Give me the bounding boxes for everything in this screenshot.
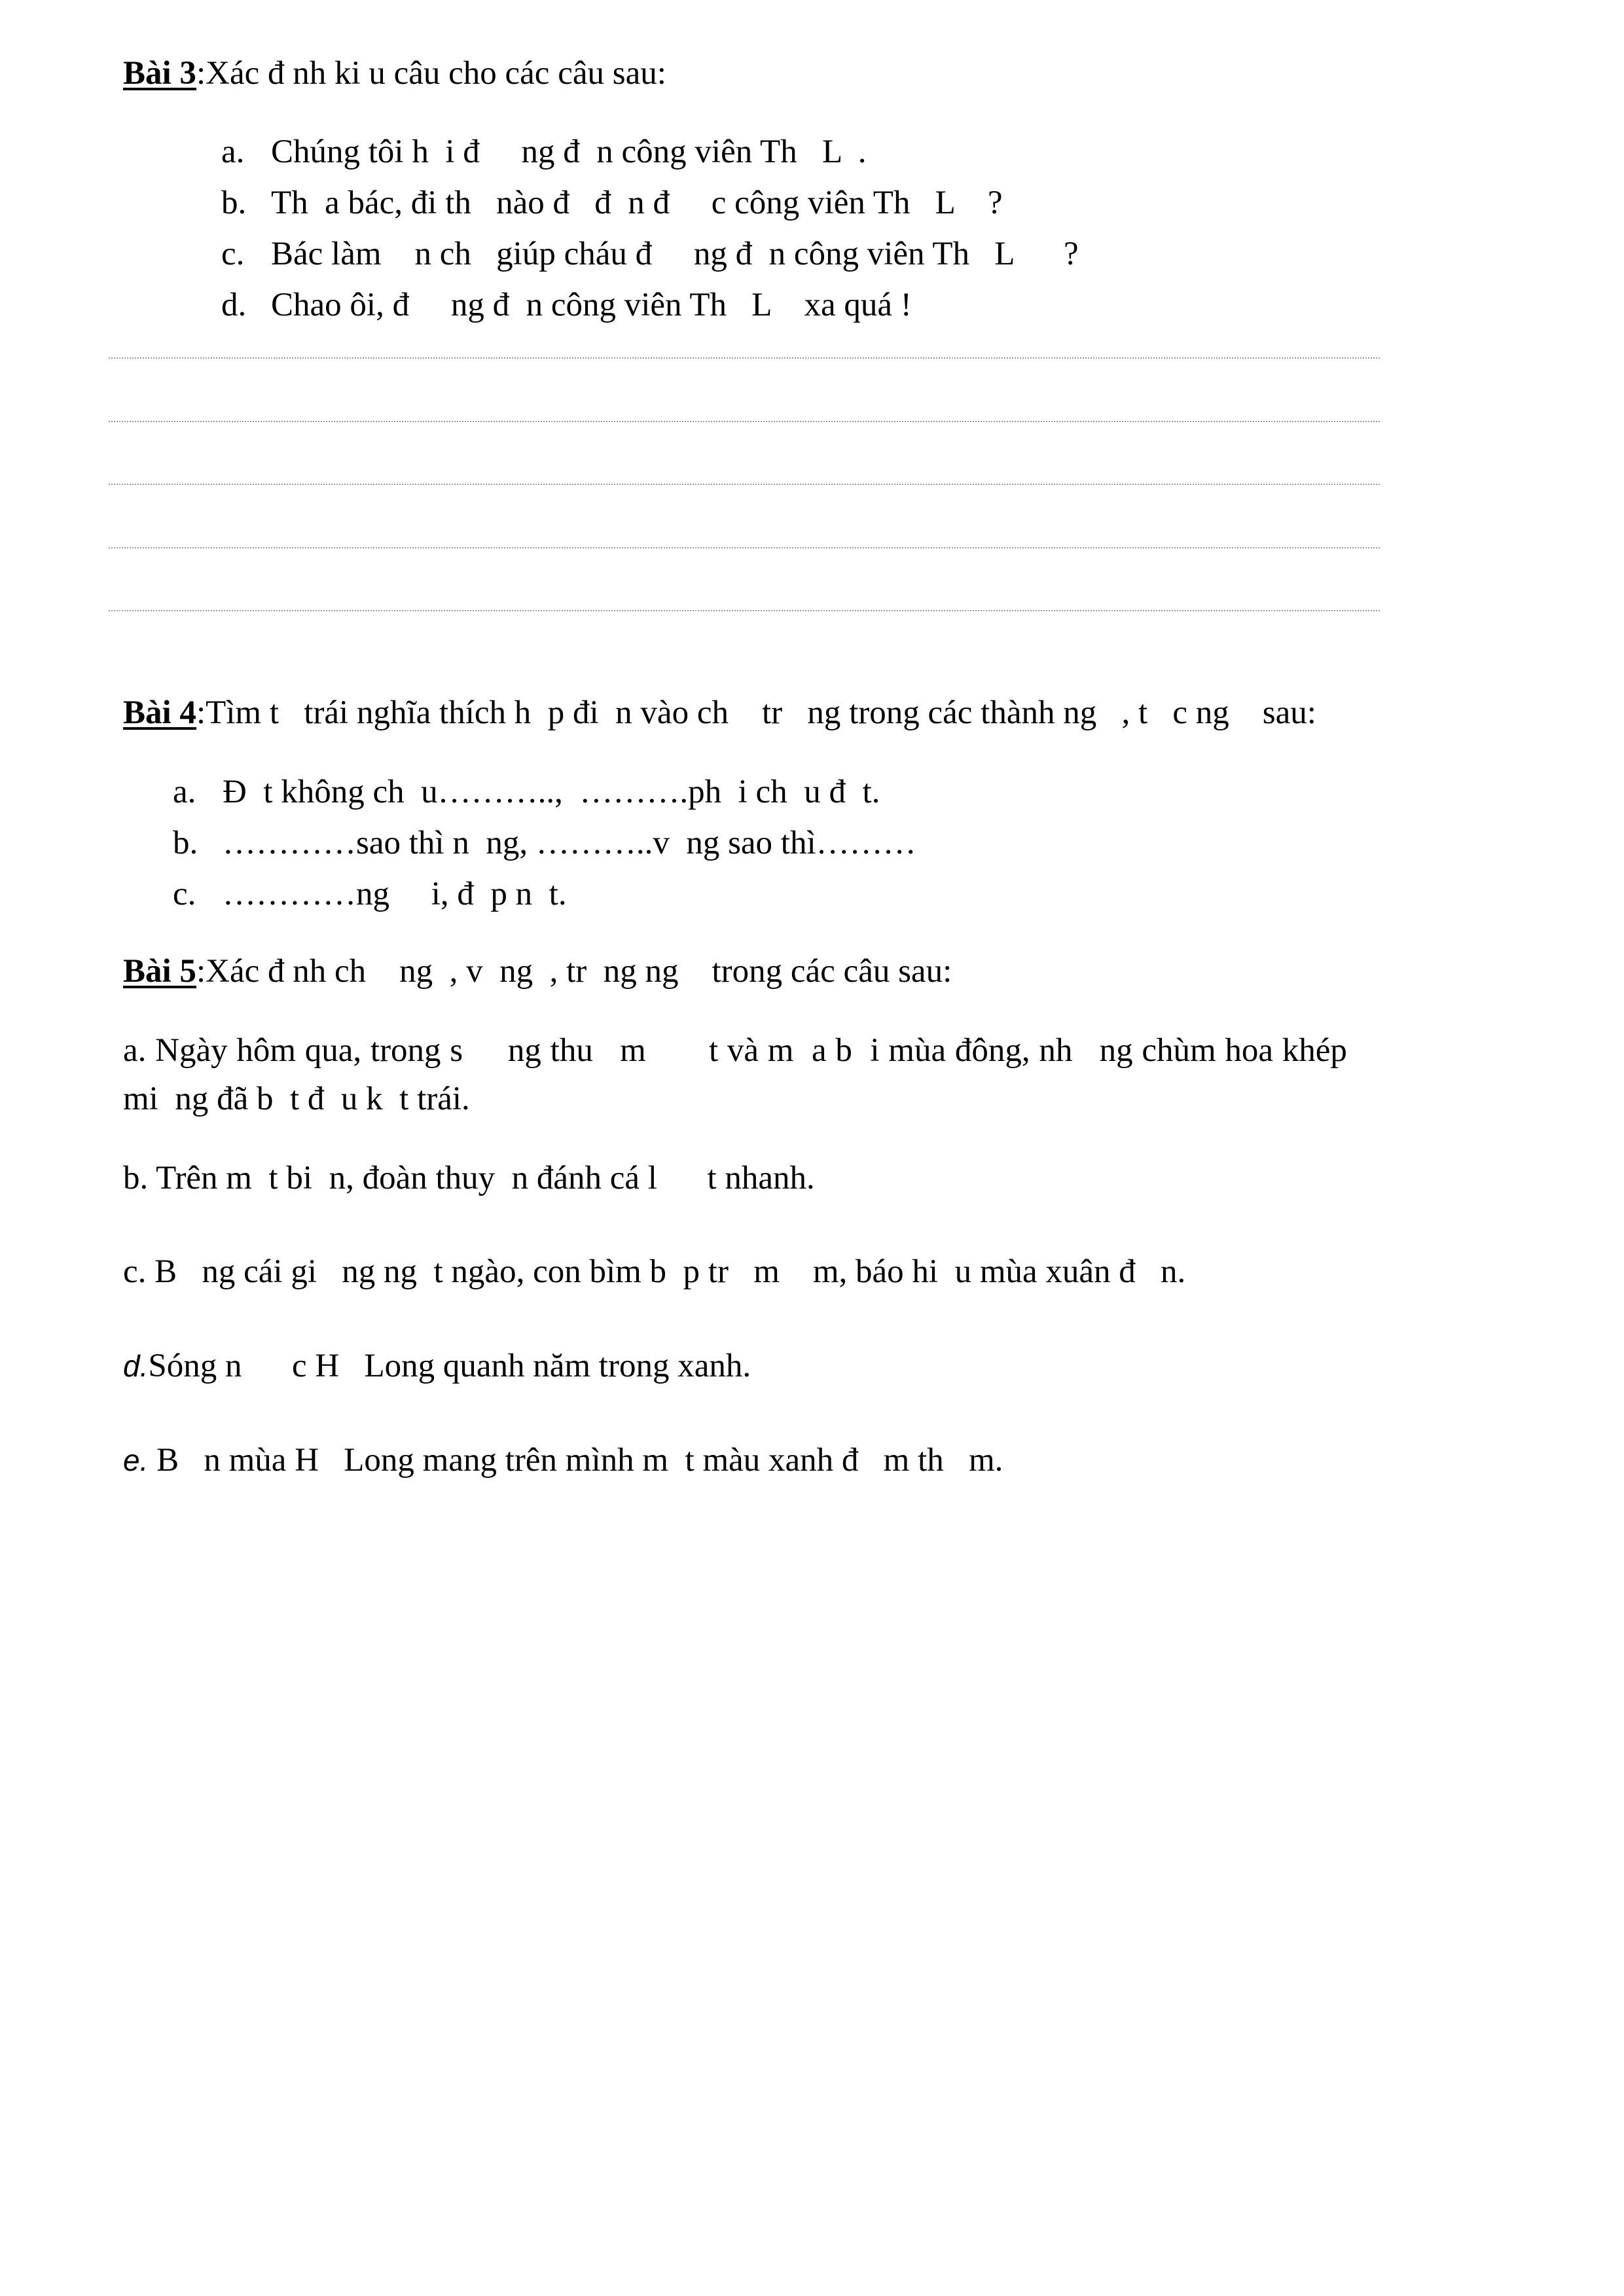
bai4-item-b-text: …………sao thì n ng, ………..v ng sao thì……… [223, 825, 916, 861]
bai3-item-letter: c. [221, 236, 245, 272]
answer-line [109, 547, 1380, 548]
bai5-paragraph-e-text: B n mùa H Long mang trên mình m t màu xanh đ m th m. [148, 1442, 1003, 1479]
answer-line [109, 610, 1380, 611]
bai5-prompt: :Xác đ nh ch ng , v ng , tr ng ng trong các câu sau: [196, 953, 952, 990]
bai5-paragraph-a-line1: a. Ngày hôm qua, trong s ng thu m t và m a b i mùa đông, nh ng chùm hoa khép [123, 1032, 1347, 1069]
bai4-item-letter: c. [173, 876, 196, 912]
bai4-item-c-text: …………ng i, đ p n t. [223, 876, 567, 912]
bai4-item-letter: b. [173, 825, 198, 861]
bai4-item-a-text: Đ t không ch u……….., ……….ph i ch u đ t. [223, 774, 880, 810]
bai5-paragraph-b: b. Trên m t bi n, đoàn thuy n đánh cá l t nhanh. [123, 1160, 815, 1196]
answer-line [109, 357, 1380, 359]
bai5-paragraph-c: c. B ng cái gi ng ng t ngào, con bìm b p tr m m, báo hi u mùa xuân đ n. [123, 1253, 1186, 1290]
bai3-item-c-text: Bác làm n ch giúp cháu đ ng đ n công viên Th L ? [271, 236, 1079, 272]
bai3-item-a-text: Chúng tôi h i đ ng đ n công viên Th L . [271, 134, 867, 170]
bai3-item-letter: b. [221, 185, 247, 221]
bai4-number: Bài 4 [123, 694, 196, 731]
bai3-item-b [221, 187, 246, 220]
bai5-number: Bài 5 [123, 953, 196, 990]
bai5-paragraph-d [123, 1350, 751, 1383]
bai3-item-c [221, 238, 244, 271]
bai3-item-letter: a. [221, 134, 245, 170]
bai3-item-letter: d. [221, 287, 247, 323]
bai3-heading [123, 57, 666, 90]
bai5-heading [123, 955, 952, 988]
bai4-heading [123, 696, 1316, 730]
bai3-prompt: :Xác đ nh ki u câu cho các câu sau: [196, 55, 666, 92]
answer-line [109, 421, 1380, 422]
bai5-paragraph-e [123, 1444, 1003, 1477]
bai5-paragraph-e-letter: e. [123, 1443, 149, 1477]
bai3-number: Bài 3 [123, 55, 196, 92]
bai3-item-d-text: Chao ôi, đ ng đ n công viên Th L xa quá ! [271, 287, 912, 323]
answer-line [109, 484, 1380, 485]
bai4-item-letter: a. [173, 774, 196, 810]
bai5-paragraph-d-letter: d. [123, 1349, 149, 1383]
bai3-item-a [221, 135, 244, 169]
bai3-item-b-text: Th a bác, đi th nào đ đ n đ c công viên Th L ? [271, 185, 1003, 221]
bai5-paragraph-d-text: Sóng n c H Long quanh năm trong xanh. [148, 1348, 751, 1384]
bai3-item-d [221, 289, 246, 322]
bai4-prompt: :Tìm t trái nghĩa thích h p đi n vào ch tr ng trong các thành ng , t c ng sau: [196, 694, 1316, 731]
bai5-paragraph-a-line2: mi ng đã b t đ u k t trái. [123, 1081, 470, 1117]
